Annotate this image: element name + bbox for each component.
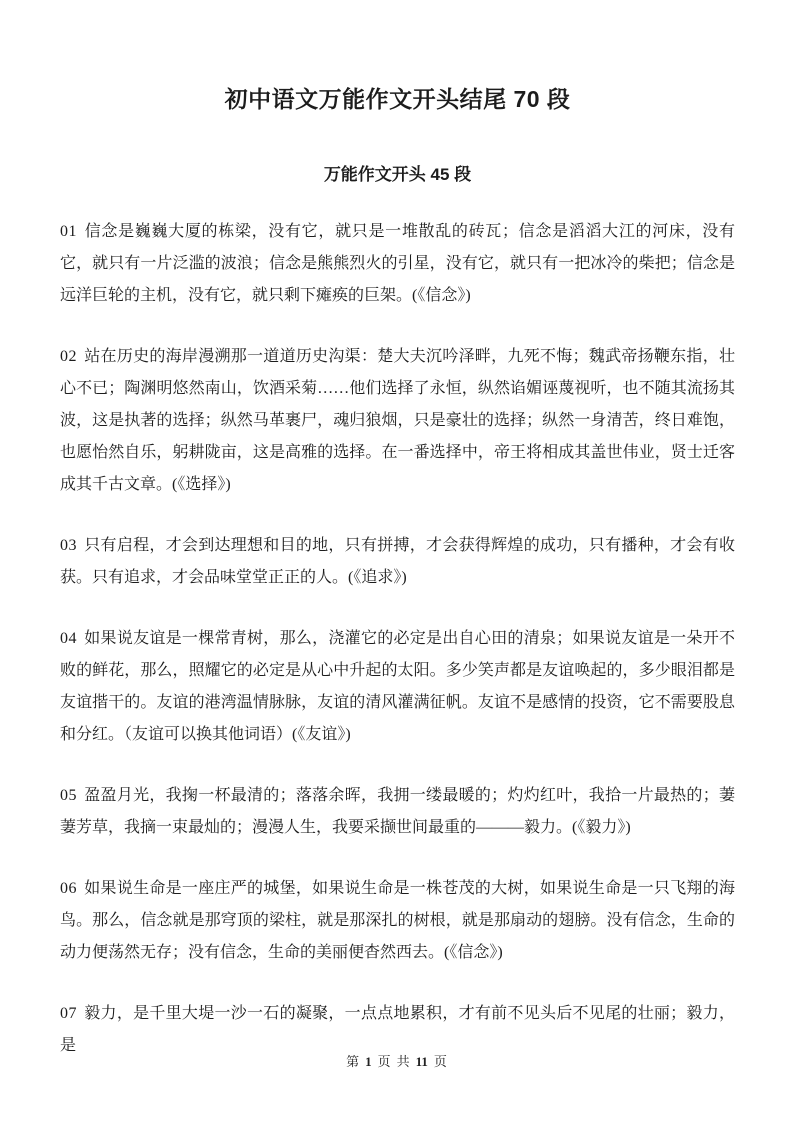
footer-label-ye2: 页 (433, 1054, 447, 1069)
paragraph (60, 216, 735, 312)
paragraph-text: 信念是巍巍大厦的栋梁，没有它，就只是一堆散乱的砖瓦；信念是滔滔大江的河床，没有它，就只有一片泛滥的波浪；信念是熊熊烈火的引星，没有它，就只有一把冰冷的柴把；信念是远洋巨轮的主机，没有它，就只剩下瘫痪的巨架。(《信念》) (60, 223, 735, 304)
footer-label-di: 第 (346, 1054, 360, 1069)
paragraph-text: 站在历史的海岸漫溯那一道道历史沟渠：楚大夫沉吟泽畔，九死不悔；魏武帝扬鞭东指，壮心不已；陶渊明悠然南山，饮酒采菊……他们选择了永恒，纵然谄媚诬蔑视听，也不随其流扬其波，这是执著的选择；纵然马革裹尸，魂归狼烟，只是豪壮的选择；纵然一身清苦，终日难饱，也愿怡然自乐，躬耕陇亩，这是高雅的选择。在一番选择中，帝王将相成其盖世伟业，贤士迁客成其千古文章。(《选择》) (60, 348, 735, 493)
paragraph-text: 毅力，是千里大堤一沙一石的凝聚，一点点地累积，才有前不见头后不见尾的壮丽；毅力，是 (60, 1005, 735, 1054)
paragraph (60, 623, 735, 751)
paragraph-number: 03 (60, 537, 77, 554)
document-title: 初中语文万能作文开头结尾 70 段 (224, 86, 571, 112)
paragraph (60, 780, 735, 844)
page-footer (0, 1051, 793, 1070)
section-heading: 万能作文开头 45 段 (323, 165, 472, 184)
paragraph-text: 盈盈月光，我掬一杯最清的；落落余晖，我拥一缕最暖的；灼灼红叶，我拾一片最热的；萋萋芳草，我摘一束最灿的；漫漫人生，我要采撷世间最重的———毅力。(《毅力》) (60, 787, 735, 836)
paragraph-text: 如果说生命是一座庄严的城堡，如果说生命是一株苍茂的大树，如果说生命是一只飞翔的海鸟。那么，信念就是那穹顶的梁柱，就是那深扎的树根，就是那扇动的翅膀。没有信念，生命的动力便荡然无存；没有信念，生命的美丽便杳然西去。(《信念》) (60, 880, 735, 961)
paragraph (60, 341, 735, 501)
paragraph-text: 只有启程，才会到达理想和目的地，只有拼搏，才会获得辉煌的成功，只有播种，才会有收获。只有追求，才会品味堂堂正正的人。(《追求》) (60, 537, 735, 586)
footer-label-gong: 共 (396, 1054, 410, 1069)
footer-label-ye: 页 (377, 1054, 391, 1069)
paragraph-text: 如果说友谊是一棵常青树，那么，浇灌它的必定是出自心田的清泉；如果说友谊是一朵开不败的鲜花，那么，照耀它的必定是从心中升起的太阳。多少笑声都是友谊唤起的，多少眼泪都是友谊揩干的。友谊的港湾温情脉脉，友谊的清风灌满征帆。友谊不是感情的投资，它不需要股息和分红。（友谊可以换其他词语）(《友谊》) (60, 630, 735, 743)
paragraph-number: 05 (60, 787, 77, 804)
paragraph-number: 06 (60, 880, 77, 897)
paragraph (60, 530, 735, 594)
footer-current-page: 1 (365, 1054, 372, 1069)
document-body (60, 216, 735, 1062)
paragraph-number: 02 (60, 348, 77, 365)
paragraph (60, 873, 735, 969)
paragraph-number: 01 (60, 223, 77, 240)
paragraph-number: 07 (60, 1005, 77, 1022)
paragraph-number: 04 (60, 630, 77, 647)
footer-total-pages: 11 (415, 1054, 428, 1069)
